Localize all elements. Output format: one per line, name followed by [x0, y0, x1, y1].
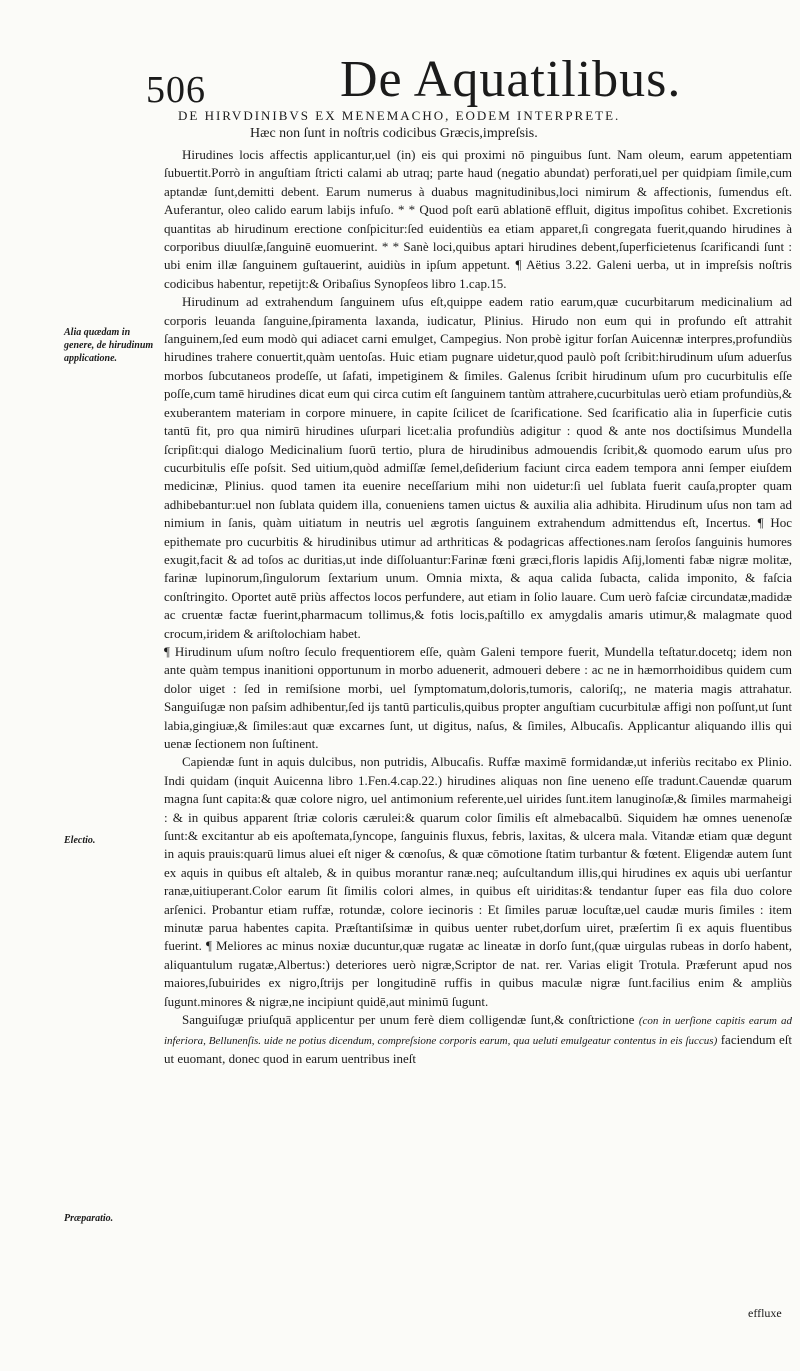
- margin-note-applicatione: Alia quædam in genere, de hirudinum applicatione.: [64, 327, 154, 364]
- section-heading: DE HIRVDINIBVS EX MENEMACHO, EODEM INTERPRETE.: [178, 108, 621, 123]
- body-text: [164, 146, 792, 1068]
- paragraph-hirudinum-usus: Hirudinum ad extrahendum ſanguinem uſus eſt,quippe eadem ratio earum,quæ cucurbitarum medicinalium ad corporis leuanda ſanguine,ſpiramenta laxanda, iudicatur, Plinius. Hirudo non eum qui in profundo eſt attrahit ſanguinem,ſed eum modò qui adiacet carni emulget, Campegius. Non probè igitur forſan Auicennæ interpres,profundiùs hirudines trahere conuertit,quàm uentoſas. Huic etiam pugnare uidetur,quod paulò poſt ſcribit:hirudinum uſum aduerſus morbos ſubcutaneos prodeſſe, ut ſafati, impetiginem & ſimiles. Galenus ſcribit hirudinum uſum pro cucurbitulis eſſe poſſe,cum tamē hirudines dicat eum qui circa cutim eſt ſanguinem tantùm attrahere,cucurbitulas uerò etiam profundiùs,& exuberantem materiam in corpore minuere, in capite ſcilicet de ſcarificatione. Sed ſcarificatio alia in ſuperficie cutis tantū fit, pro qua nimirū hirudines uſurpari licet:alia profundiùs adigitur : quod & ante nos doctiſsimus Mundella ſcripſit:qui dialogo Medicinalium ſuorū tertio, plura de hirudinibus admouendis ſcribit,& quomodo earum uſus pro cucurbitulis eſſe poſsit. Sed uitium,quòd admiſſæ ſemel,deſiderium faciunt circa eadem tempora anni ſemper eiuſdem medicinæ, Plinius. quod tamen ita euenire neceſſarium mihi non uidetur:ſi uel ſublata fuerit cauſa,propter quam adhibebantur:uel non ſublata quidem illa, conueniens tamen uictus & auxilia alia adhibita. Hirudinum uſus non tam ad nimium in ſanis, quàm uitiatum in neutris uel ægrotis ſanguinem extrahendum admittendus eſt, Incertus. ¶ Hoc epithemate pro cucurbitis & hirudinibus utimur ad arthriticas & podagricas affectiones.nam ſeroſos ſanguinis humores exugit,facit & ad toſos ac duritias,ut inde diſſoluantur:Farinæ fœni græci,floris lapidis Aſij,lomenti fabæ nigræ molitæ, farinæ lupinorum,ſingulorum ſextarium unum. Omnia mixta, & aqua calida ſubacta, calida imponito, & faſcia conſtringito. Oportet autē priùs affectos locos perfundere, aut etiam in ſolio lauare. Cum uerò faſciæ circundatæ,madidæ ac cruentæ factæ fuerint,pharmacum tollimus,& fotis locis,paſtillo ex amygdalis amaris utimur,& malagmate quod crocum,iridem & ariſtolochiam habet.: [164, 294, 792, 641]
- final-line: faciendum eſt ut euomant, donec quod in earum uentribus ineſt: [164, 1031, 793, 1066]
- paragraph-electio: Capiendæ ſunt in aquis dulcibus, non putridis, Albucaſis. Ruffæ maximē formidandæ,ut inferiùs recitabo ex Plinio. Indi quidam (inquit Auicenna libro 1.Fen.4.cap.22.) hirudines aliquas non ſine ueneno eſſe tradunt.Cauendæ quarum magna ſunt capita:& quæ colore nigro, uel antimonium referente,uel uirides ſunt.item lanuginoſæ,& ſimiles marmaheigi : & in quibus apparent ſtriæ coloris cærulei:& quarum color ſimilis eſt almebacalbū. Siquidem hæ omnes uenenoſæ ſunt:& excitantur ab eis apoſtemata,ſyncope, ſanguinis fluxus, febris, laxitas, & ulcera mala. Vitandæ etiam quæ degunt in aquis prauis:quarū limus aluei eſt niger & cœnoſus, & quæ cōmotione ſtatim turbantur & fœtent. Eligendæ autem ſunt ex aquis in quibus eſt altaleb, & in quibus morantur ranæ.neq; auſcultandum illis,qui hirudines ex aquis ubi uerſantur ranæ,uitiuperant.Color earum ſit ſimilis colori almes, in quibus eſt uiriditas:& tendantur ſuper eas fila duo colore arſenici. Probantur etiam ruffæ, rotundæ, colore iecinoris : Et ſimiles paruæ locuſtæ,uel caudæ muris ſimiles : item minutæ parua habentes capita. Præſtantiſsimæ in quibus uenter rubet,dorſum uiret, præſertim ſi ex aquis fluentibus fuerint. ¶ Meliores ac minus noxiæ ducuntur,quæ rugatæ ac lineatæ in dorſo ſunt,(quæ uirgulas rubeas in dorſo habent, aliquantulum rugatæ,Albertus:) deteriores uerò nigræ,Scriptor de nat. rer. Varias eligit Trotula. Præferunt apud nos maiores,ſubuirides ex nigro,ſtrijs per longitudinē ruffis in quibus maculæ nigræ ſunt.facilius enim & ampliùs ſugunt.minores & nigræ,ne incipiunt quidē,aut minimū ſugunt.: [164, 754, 792, 1009]
- paragraph-praeparatio: [164, 1011, 792, 1068]
- subheading: Hæc non ſunt in noſtris codicibus Græcis,impreſsis.: [250, 126, 538, 141]
- catchword: effluxe: [748, 1306, 782, 1320]
- italic-gloss: (con in uerſione capitis earum ad inferiora, Bellunenſis. uide ne potius dicendum, compreſsione corporis earum, qua ueluti emulgeatur contentus in eis ſuccus): [164, 1015, 792, 1047]
- margin-note-electio: Electio.: [64, 835, 96, 846]
- margin-note-praeparatio: Præparatio.: [64, 1213, 114, 1224]
- paragraph-praeparatio-text: Sanguiſugæ priuſquā applicentur per unum ferè diem colligendæ ſunt,& conſtrictione: [182, 1012, 635, 1028]
- page-number: 506: [146, 69, 206, 111]
- paragraph-galen-application: Hirudines locis affectis applicantur,uel (in) eis qui proximi nō pinguibus ſunt. Nam oleum, earum appetentiam ſubuertit.Porrò in anguſtiam ſtricti calami ab utraq; parte haud (negatio abundat) perforati,uel per quidpiam ſimile,cum aptandæ ſunt,demitti debent. Earum numerus à duabus magnitudinibus,loci nimirum & affectionis, ſumendus eſt. Auferantur, oleo calido earum labijs infuſo. * * Quod poſt earū ablationē effluit, digitus impoſitus cohibet. Excretionis quantitas ab hirudinum erectione conſpicitur:ſed euidentiùs ea etiam apparet,ſi congregata fuerit,quando hirudines à corporibus diuulſæ,ſanguinē euomuerint. * * Sanè loci,quibus aptari hirudines debent,ſuperficietenus ſcarificandi ſunt : ubi enim illæ ſanguinem guſtauerint, auidiùs in ipſum appetunt. ¶ Aëtius 3.22. Galeni uerba, ut in impreſsis noſtris codicibus habentur, repetijt:& Oribaſius Synopſeos libro 1.cap.15.: [164, 147, 792, 291]
- running-title: De Aquatilibus.: [340, 51, 682, 108]
- paragraph-mundella: ¶ Hirudinum uſum noſtro ſeculo frequentiorem eſſe, quàm Galeni tempore fuerit, Mundella teſtatur.docetq; idem non ante quàm tempus inanitioni opportunum in morbo aduenerit, admoueri debere : ac ne in hæmorrhoidibus quidem cum dolor uiget : ſed in remiſsione morbi, uel ſymptomatum,doloris,tumoris, caloriſq;, ne materia magis attrahatur. Sanguiſugæ non paſsim adhibentur,ſed ijs tantū particulis,quibus propter anguſtiam cucurbitulæ affigi non poſſunt,ut ſunt labia,gingiuæ,& ſimiles:aut quæ excarnes ſunt, ut digitus, naſus, & ſimiles, Albucaſis. Applicantur aliquando illis qui uenæ ſectionem non ſuſtinent.: [164, 643, 792, 751]
